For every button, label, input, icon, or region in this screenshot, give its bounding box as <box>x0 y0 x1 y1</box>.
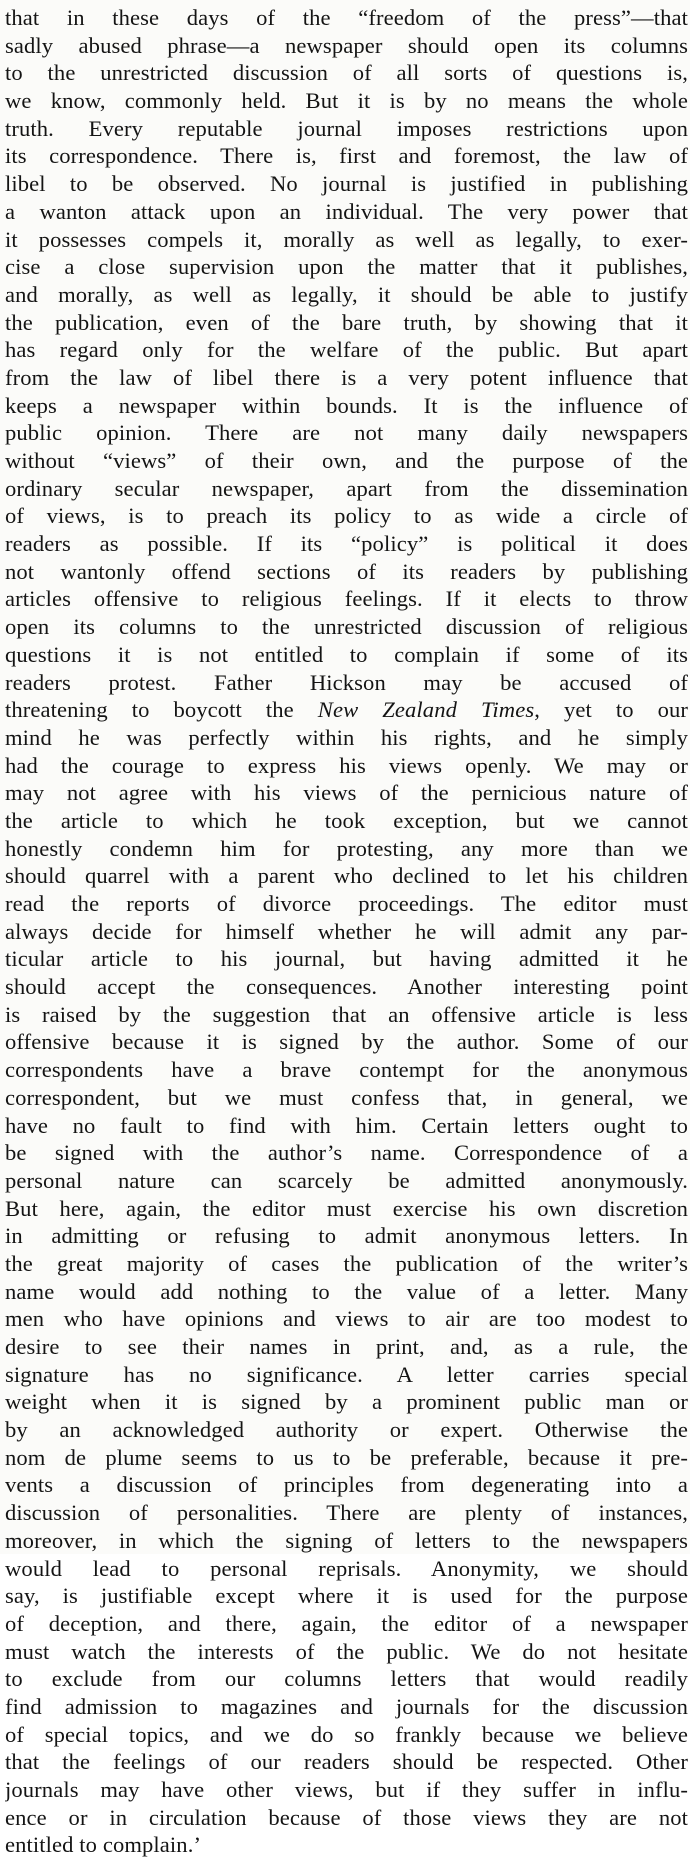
newspaper-title-italic: New Zealand Times <box>317 697 535 723</box>
article-line: in admitting or refusing to admit anonymous letters. In <box>5 1223 688 1249</box>
article-line: vents a discussion of principles from degenerating into a <box>5 1472 688 1498</box>
article-line: questions it is not entitled to complain if some of its <box>5 641 688 667</box>
article-line: of views, is to preach its policy to as wide a circle of <box>5 503 688 529</box>
article-line-text: threatening to boycott the <box>5 697 318 723</box>
article-line: ence or in circulation because of those views they are not <box>5 1804 688 1830</box>
article-line: entitled to complain.’ <box>5 1832 202 1858</box>
article-line: read the reports of divorce proceedings. The editor must <box>5 891 688 916</box>
article-line: sadly abused phrase—a newspaper should open its columns <box>5 32 688 58</box>
article-line: mind he was perfectly within his rights, and he simply <box>5 724 688 750</box>
article-line: have no fault to find with him. Certain letters ought to <box>5 1112 688 1138</box>
article-line: truth. Every reputable journal imposes restrictions upon <box>5 115 688 141</box>
article-line: nom de plume seems to us to be preferable, because it pre- <box>5 1444 688 1470</box>
article-line: that the feelings of our readers should be respected. Other <box>5 1749 688 1775</box>
article-line: personal nature can scarcely be admitted anonymously. <box>5 1167 688 1193</box>
article-line: ticular article to his journal, but having admitted it he <box>5 946 688 972</box>
article-line: it possesses compels it, morally as well as legally, to exer- <box>5 226 688 252</box>
article-line: to exclude from our columns letters that would readily <box>5 1666 688 1692</box>
article-line: that in these days of the “freedom of the press”—that <box>5 5 688 30</box>
article-line: always decide for himself whether he will admit any par- <box>5 918 688 944</box>
article-line: correspondents have a brave contempt for the anonymous <box>5 1057 688 1083</box>
article-line: But here, again, the editor must exercise his own discretion <box>5 1195 688 1221</box>
article-line: weight when it is signed by a prominent public man or <box>5 1389 688 1415</box>
article-line: men who have opinions and views to air are too modest to <box>5 1306 688 1332</box>
article-line: of special topics, and we do so frankly because we believe <box>5 1721 688 1747</box>
article-line: ordinary secular newspaper, apart from the dissemination <box>5 475 688 501</box>
article-line <box>5 696 688 724</box>
article-line: readers as possible. If its “policy” is political it does <box>5 531 688 557</box>
article-line: signature has no significance. A letter carries special <box>5 1361 688 1387</box>
article-line: has regard only for the welfare of the public. But apart <box>5 337 688 363</box>
article-line: keeps a newspaper within bounds. It is the influence of <box>5 392 688 418</box>
article-line: discussion of personalities. There are plenty of instances, <box>5 1500 688 1526</box>
article-line: open its columns to the unrestricted discussion of religious <box>5 614 688 640</box>
article-line: we know, commonly held. But it is by no means the whole <box>5 88 688 114</box>
article-line: from the law of libel there is a very potent influence that <box>5 364 688 390</box>
article-line: public opinion. There are not many daily newspapers <box>5 420 688 446</box>
article-line: be signed with the author’s name. Correspondence of a <box>5 1140 688 1166</box>
article-line-text: , yet to our <box>534 697 688 723</box>
article-line: without “views” of their own, and the purpose of the <box>5 448 688 473</box>
article-line: honestly condemn him for protesting, any more than we <box>5 835 688 861</box>
article-line: must watch the interests of the public. We do not hesitate <box>5 1638 688 1664</box>
article-line: articles offensive to religious feelings. If it elects to throw <box>5 586 688 612</box>
article-line: the great majority of cases the publication of the writer’s <box>5 1250 688 1276</box>
article-line: cise a close supervision upon the matter that it publishes, <box>5 254 688 280</box>
article-line: a wanton attack upon an individual. The very power that <box>5 198 688 224</box>
article-line: say, is justifiable except where it is used for the purpose <box>5 1583 688 1609</box>
article-line: moreover, in which the signing of letters to the newspapers <box>5 1527 688 1553</box>
article-line: would lead to personal reprisals. Anonymity, we should <box>5 1555 688 1581</box>
article-line: should quarrel with a parent who declined to let his children <box>5 863 688 889</box>
article-line: journals may have other views, but if they suffer in influ- <box>5 1777 688 1802</box>
article-line: had the courage to express his views openly. We may or <box>5 752 688 778</box>
article-line: readers protest. Father Hickson may be accused of <box>5 669 688 695</box>
article-line: its correspondence. There is, first and foremost, the law of <box>5 143 688 169</box>
article-line: may not agree with his views of the pernicious nature of <box>5 780 688 806</box>
article-line: should accept the consequences. Another interesting point <box>5 974 688 1000</box>
article-line: not wantonly offend sections of its readers by publishing <box>5 558 688 584</box>
article-line: libel to be observed. No journal is justified in publishing <box>5 171 688 197</box>
article-line: of deception, and there, again, the editor of a newspaper <box>5 1610 688 1636</box>
article-line: desire to see their names in print, and, as a rule, the <box>5 1334 688 1359</box>
article-line: to the unrestricted discussion of all sorts of questions is, <box>5 60 688 86</box>
article-line: by an acknowledged authority or expert. Otherwise the <box>5 1417 688 1443</box>
article-line: find admission to magazines and journals for the discussion <box>5 1693 688 1719</box>
article-line: correspondent, but we must confess that, in general, we <box>5 1084 688 1110</box>
article-line: and morally, as well as legally, it should be able to justify <box>5 281 688 307</box>
article-line: is raised by the suggestion that an offensive article is less <box>5 1001 688 1027</box>
article-line: the publication, even of the bare truth, by showing that it <box>5 309 688 335</box>
article-line: the article to which he took exception, but we cannot <box>5 807 688 833</box>
article-line: name would add nothing to the value of a letter. Many <box>5 1278 688 1304</box>
article-column <box>5 4 688 1859</box>
article-line: offensive because it is signed by the author. Some of our <box>5 1029 688 1055</box>
